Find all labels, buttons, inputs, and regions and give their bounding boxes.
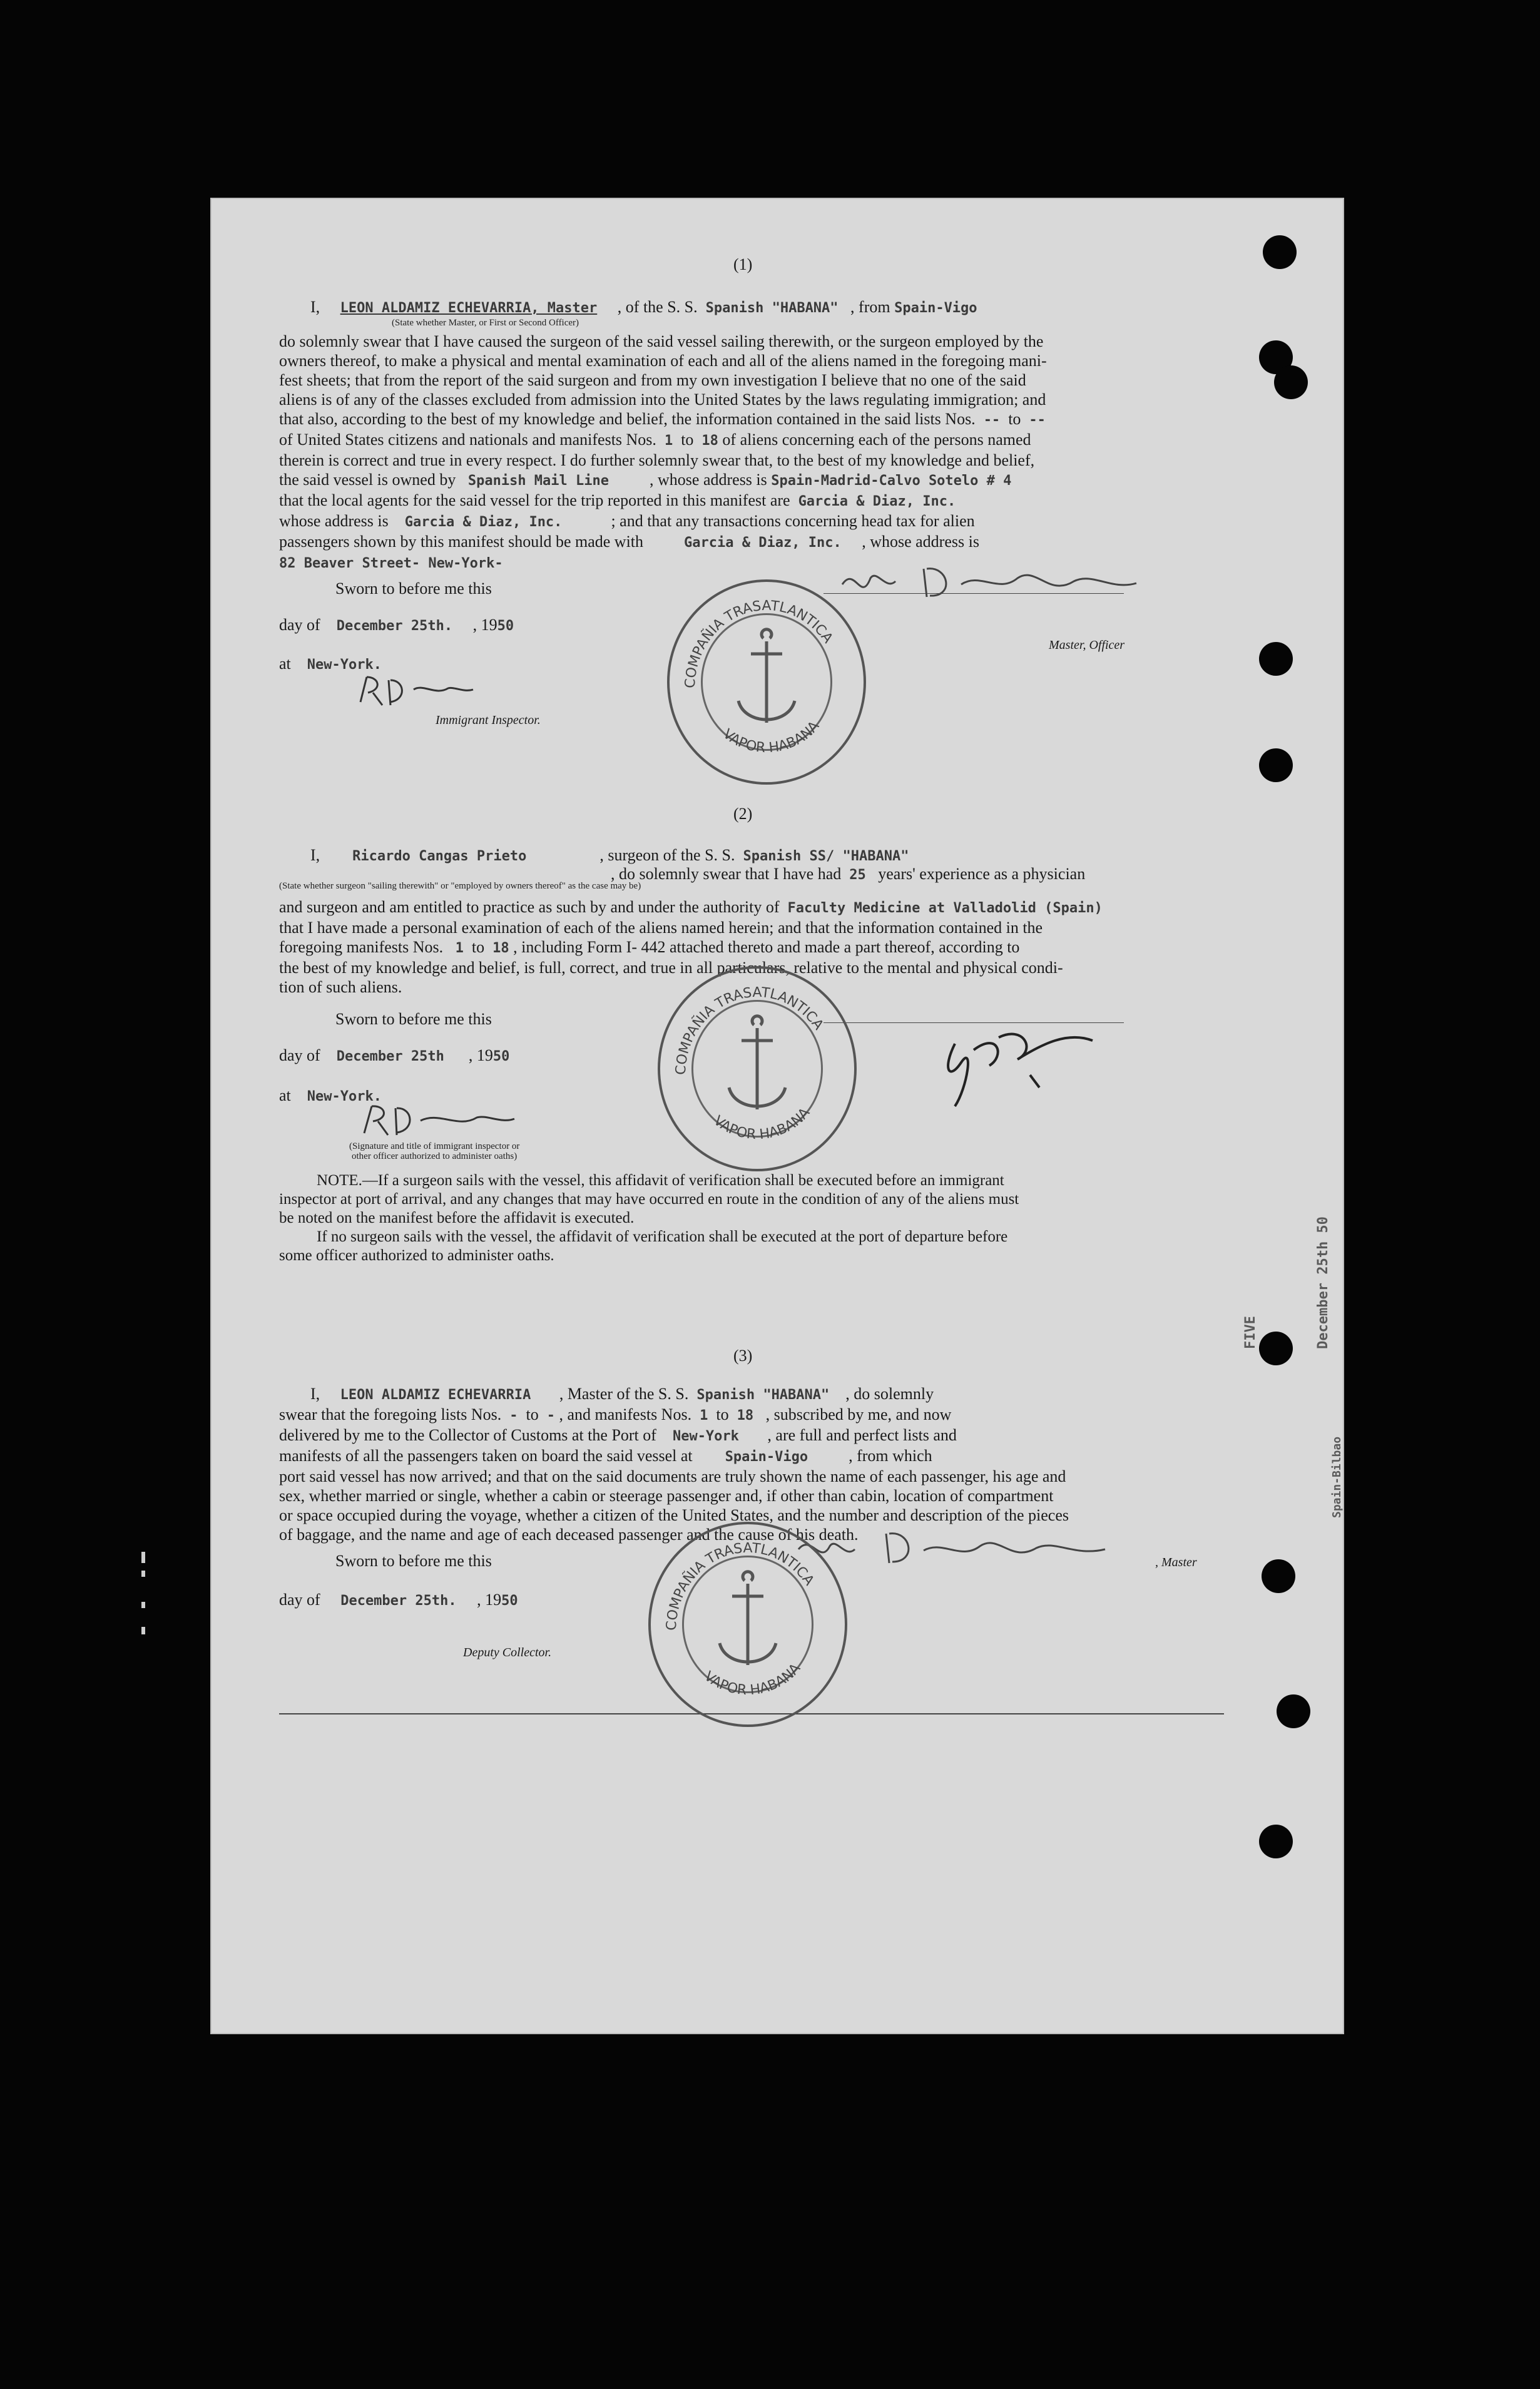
owner-address: Spain-Madrid-Calvo Sotelo # 4 <box>771 473 1012 489</box>
ship-name: Spanish "HABANA" <box>705 300 839 316</box>
section-3-number: (3) <box>733 1347 753 1365</box>
margin-five: FIVE <box>1243 1316 1258 1349</box>
punch-hole <box>1259 642 1293 676</box>
surgeon-line <box>824 1022 1124 1023</box>
svg-text:VAPOR HABANA: VAPOR HABANA <box>701 1661 804 1699</box>
section-2-number: (2) <box>733 805 753 823</box>
margin-port: Spain-Bilbao <box>1330 1436 1344 1518</box>
place-line-2: at New-York. <box>279 1086 382 1104</box>
inspector-signature-1 <box>354 671 479 715</box>
svg-text:COMPAÑIA TRASATLANTICA: COMPAÑIA TRASATLANTICA <box>663 1540 817 1631</box>
punch-hole <box>1263 235 1297 269</box>
company-seal-1 <box>667 579 866 785</box>
caption-signature-2: other officer authorized to administer oaths) <box>352 1151 518 1161</box>
boarding-port: Spain-Vigo <box>725 1449 808 1465</box>
punch-hole <box>1262 1559 1295 1593</box>
section-2-intro: I, Ricardo Cangas Prieto , surgeon of the S. S. Spanish SS/ "HABANA" <box>310 846 909 864</box>
date-line-2: day of December 25th , 1950 <box>279 1046 510 1064</box>
caption-surgeon: (State whether surgeon "sailing therewith" or "employed by owners thereof" as the case may be) <box>279 881 641 891</box>
surgeon-signature <box>930 1006 1118 1119</box>
master-signature-1 <box>836 559 1161 609</box>
place-line-1: at New-York. <box>279 655 382 673</box>
film-mark <box>141 1627 145 1634</box>
svg-text:COMPAÑIA TRASATLANTICA: COMPAÑIA TRASATLANTICA <box>673 984 827 1076</box>
anchor-icon <box>651 1524 845 1724</box>
caption-signature-1: (Signature and title of immigrant inspector or <box>349 1141 520 1151</box>
vessel-owner: Spanish Mail Line <box>467 473 609 489</box>
company-seal-2 <box>658 966 857 1171</box>
master-line-1 <box>824 593 1124 594</box>
arrival-port: New-York <box>672 1429 739 1444</box>
margin-date: December 25th 50 <box>1315 1216 1331 1349</box>
manifest-to: 18 <box>701 433 718 449</box>
manifest-from: 1 <box>664 433 673 449</box>
master-officer-label: Master, Officer <box>1049 638 1125 652</box>
punch-hole <box>1277 1694 1310 1728</box>
manifest-page <box>210 198 1344 2034</box>
section-1-number: (1) <box>733 255 753 273</box>
company-seal-3 <box>648 1522 847 1727</box>
punch-hole <box>1274 365 1308 399</box>
inspector-signature-2 <box>358 1099 521 1143</box>
date-line-3: day of December 25th. , 1950 <box>279 1591 518 1609</box>
agent-street: 82 Beaver Street- New-York- <box>279 556 503 571</box>
immigrant-inspector-label: Immigrant Inspector. <box>436 713 541 727</box>
master-label-3: , Master <box>1155 1556 1197 1569</box>
sworn-3: Sworn to before me this <box>335 1552 492 1570</box>
date-line-1: day of December 25th. , 1950 <box>279 616 514 634</box>
section-1-body: do solemnly swear that I have caused the surgeon of the said vessel sailing therewith, or the surgeon employed by the owners thereof, to make a physical and mental examination of each and all of the aliens named in the foregoing mani- fest sheets; that from the report of the said surgeon and from my own investigation I believe that no one of the said aliens is of any of the classes excluded from admission into the United States by the laws regulating immigration; and that also, according to the best of my knowledge and belief, the information contained in the said lists Nos. -- to -- of United States citizens and nationals and manifests Nos. 1 to 18 of aliens concerning each of the persons named therein is correct and true in every respect. I do further solemnly swear that, to the best of my knowledge and belief, the said vessel is owned by Spanish Mail Line , whose address is Spain-Madrid-Calvo Sotelo # 4 that the local agents for the said vessel for the trip reported in this manifest are Garcia & Diaz, Inc. whose address is Garcia & Diaz, Inc. ; and that any transactions concerning head tax for alien passengers shown by this manifest should be made with Garcia & Diaz, Inc. , whose address is 82 Beaver Street- New-York- <box>279 332 1047 571</box>
master-name: LEON ALDAMIZ ECHEVARRIA, Master <box>340 300 598 316</box>
section-3-body: I, LEON ALDAMIZ ECHEVARRIA , Master of the S. S. Spanish "HABANA" , do solemnly swear that the foregoing lists Nos. - to - , and manifests Nos. 1 to 18 , subscribed by me, and now delivered by me to the Collector of Customs at the Port of New-York , are full and perfect lists and manifests of all the passengers taken on board the said vessel at Spain-Vigo , from which port said vessel has now arrived; and that on the said documents are truly shown the name of each passenger, his age and sex, whether married or single, whether a cabin or steerage passenger and, if other than cabin, location of compartment or space occupied during the voyage, whether a citizen of the United States, and the number and description of the pieces of baggage, and the name and age of each deceased passenger and the cause of his death. <box>279 1385 1069 1544</box>
caption-master: (State whether Master, or First or Second Officer) <box>392 318 579 328</box>
punch-hole <box>1259 1825 1293 1858</box>
film-mark <box>141 1602 145 1608</box>
anchor-icon <box>660 969 854 1169</box>
medical-authority: Faculty Medicine at Valladolid (Spain) <box>787 900 1103 916</box>
punch-hole <box>1259 748 1293 782</box>
film-mark <box>141 1571 145 1577</box>
anchor-icon <box>670 582 864 782</box>
svg-text:VAPOR HABANA: VAPOR HABANA <box>720 718 823 756</box>
svg-text:VAPOR HABANA: VAPOR HABANA <box>710 1105 813 1143</box>
section-1-intro: I, LEON ALDAMIZ ECHEVARRIA, Master , of the S. S. Spanish "HABANA" , from Spain-Vigo <box>310 298 977 316</box>
master-name-3: LEON ALDAMIZ ECHEVARRIA <box>340 1387 531 1403</box>
years-experience: 25 <box>849 867 866 883</box>
note-paragraph: NOTE.—If a surgeon sails with the vessel, this affidavit of verification shall be executed before an immigrant inspector at port of arrival, and any changes that may have occurred en route in the condition of any of the aliens must be noted on the manifest before the affidavit is executed. If no surgeon sails with the vessel, the affidavit of verification shall be executed at the port of departure before some officer authorized to administer oaths. <box>279 1172 1019 1264</box>
svg-text:COMPAÑIA TRASATLANTICA: COMPAÑIA TRASATLANTICA <box>682 598 836 689</box>
departure-port: Spain-Vigo <box>894 300 977 316</box>
punch-hole <box>1259 1332 1293 1365</box>
surgeon-experience: , do solemnly swear that I have had 25 years' experience as a physician <box>611 865 1086 883</box>
section-2-body: and surgeon and am entitled to practice as such by and under the authority of Faculty Medicine at Valladolid (Spain) that I have made a personal examination of each of the aliens named herein; and that the information contained in the foregoing manifests Nos. 1 to 18 , including Form I- 442 attached thereto and made a part thereof, according to the best of my knowledge and belief, is full, correct, and true in all particulars, relative to the mental and physical condi- tion of such aliens. <box>279 898 1103 996</box>
deputy-collector-label: Deputy Collector. <box>463 1646 552 1659</box>
sworn-2: Sworn to before me this <box>335 1010 492 1028</box>
sworn-1: Sworn to before me this <box>335 579 492 598</box>
local-agents: Garcia & Diaz, Inc. <box>798 494 956 509</box>
film-mark <box>141 1552 145 1563</box>
surgeon-name: Ricardo Cangas Prieto <box>352 848 527 864</box>
